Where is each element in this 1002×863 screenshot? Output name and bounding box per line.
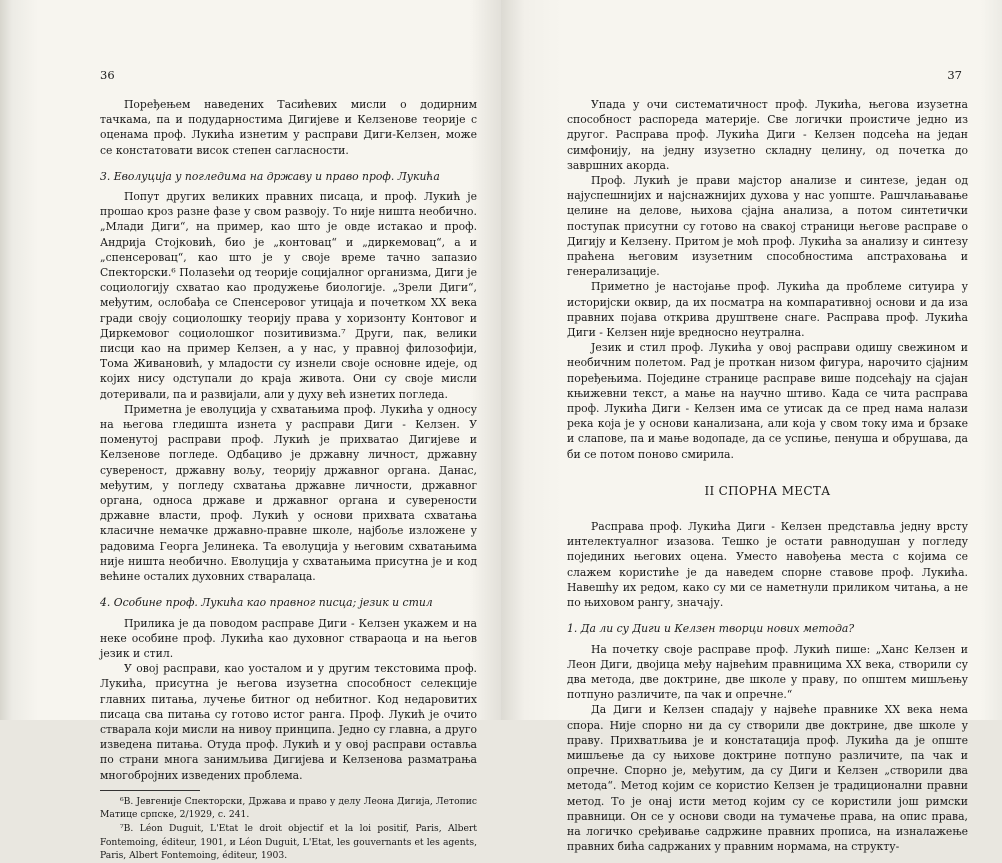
section-heading: 4. Особине проф. Лукића као правног писца; језик и стил [100,596,433,610]
section-heading: 3. Еволуција у погледима на државу и право проф. Лукића [100,169,440,183]
paragraph: Попут других великих правних писаца, и проф. Лукић је прошао кроз разне фазе у свом развоју. То није ништа необично. „Млади Диги“, на пример, као што је овде истакао и проф. Андрија Стојковић, био је „контовац“ и „диркемовац“, а и „спенсеровац“, као што је у своје време тачно запазио Спекторски.⁶ Полазећи од теорије социјалног организма, Диги је социологију схватао као продужење биологије. „Зрели Диги“, међутим, ослобађа се Спенсеровог утицаја и почетком XX века гради своју социолошку теорију права у хоризонту Контовог и Диркемовог социолошког позитивизма.⁷ Други, пак, велики писци као на пример Келзен, а у нас, у правној филозофији, Тома Живановић, у младости су изнели своје основне идеје, од којих нису одступали до краја живота. Они су своје мисли дотеривали, па и развијали, али у духу већ изнетих погледа. [100,190,477,401]
footnotes [100,795,477,863]
paragraph: Приметна је еволуција у схватањима проф. Лукића у односу на његова гледишта изнета у расправи Диги - Келзен. У поменутој расправи проф. Лукић је прихватао Дигијеве и Келзенове погледе. Одбациво је државну личност, државну сувереност, државну вољу, теорију државног органа. Данас, међутим, у погледу схватања државне личности, државног органа, односа државе и државног органа и суверености државне власти, проф. Лукић у основи прихвата схватања класичне немачке државно-правне школе, најбоље изложене у радовима Георга Јелинека. Та еволуција у његовим схватањима није ништа необично. Еволуција у схватањима присутна је и код већине осталих духовних стваралаца. [100,402,477,584]
paragraph: Приметно је настојање проф. Лукића да проблеме ситуира у историјски оквир, да их посматра на компаративној основи и да иза правних појава открива друштвене снаге. Расправа проф. Лукића Диги - Келзен није вредносно неутрална. [567,280,968,340]
left-page [0,0,501,862]
paragraph: Расправа проф. Лукића Диги - Келзен представља једну врсту интелектуалног изазова. Тешко је остати равнодушан у погледу појединих његових оцена. Уместо навођења места с којима се слажем користиће је да наведем спорне ставове проф. Лукића. Навешћу их редом, како су ми се наметнули приликом читања, а не по њиховом рангу, значају. [567,520,968,610]
paragraph: Проф. Лукић је прави мајстор анализе и синтезе, један од најуспешнијих и најснажнијих духова у нас уопште. Рашчлањавање целине на делове, њихова сјајна анализа, а потом синтетички поступак присутни су готово на свакој страници његове расправе о Дигију и Келзену. Притом је моћ проф. Лукића за анализу и синтезу праћена његовим изузетним способностима апстраховања и генерализације. [567,174,968,279]
paragraph: Прилика је да поводом расправе Диги - Келзен укажем и на неке особине проф. Лукића као духовног ствараоца и на његов језик и стил. [100,616,477,660]
footnote-rule [100,790,200,791]
page-body [100,97,477,783]
page-body [567,97,968,854]
paragraph: Упада у очи систематичност проф. Лукића, његова изузетна способност распореда материје. Све логички проистиче једно из другог. Расправа проф. Лукића Диги - Келзен подсећа на један симфонију, на једну изузетно складну целину, од почетка до завршних акорда. [567,98,968,172]
paragraph: Да Диги и Келзен спадају у највеће правнике XX века нема спора. Није спорно ни да су створили две доктрине, две школе у праву. Прихватљива је и констатација проф. Лукића да је опште мишљење да су њихове доктрине потпуно различите, па чак и опречне. Спорно је, међутим, да су Диги и Келзен „створили два метода“. Метод којим се користио Келзен је традиционални правни метод. То је онај исти метод којим су се користили још римски правници. Он се у основи своди на тумачење права, на опис права, на логичко сређивање садржине правних прописа, на изналажење правних бића садржаних у правним нормама, на структу- [567,703,968,854]
page-number: 37 [947,68,962,82]
chapter-heading: II СПОРНА МЕСТА [704,483,831,498]
section-heading: 1. Да ли су Диги и Келзен творци нових метода? [567,622,855,636]
paragraph: Поређењем наведених Тасићевих мисли о додирним тачкама, па и подударностима Дигијеве и Келзенове теорије с оценама проф. Лукића изнетим у расправи Диги-Келзен, може се констатовати висок степен сагласности. [100,98,477,157]
paragraph: Језик и стил проф. Лукића у овој расправи одишу свежином и необичним полетом. Рад је проткан низом фигура, нарочито сјајним поређењима. Поједине странице расправе више подсећају на сјајан књижевни текст, а мање на научно штиво. Када се чита расправа проф. Лукића Диги - Келзен има се утисак да се пред нама налази река која је у основи канализана, али која у свом току има и брзаке и слапове, па и мање водопаде, да се успиње, пенуша и обрушава, да би се потом поново смирила. [567,341,968,461]
footnote: ⁷В. Léon Duguit, L'Etat le droit objectif et la loi positif, Paris, Albert Fontemoing, éditeur, 1901, и Léon Duguit, L'Etat, les gouvernants et les agents, Paris, Albert Fontemoing, éditeur, 1903. [100,822,477,862]
page-number: 36 [100,68,115,82]
paragraph: На почетку своје расправе проф. Лукић пише: „Ханс Келзен и Леон Диги, двојица међу највећим правницима XX века, створили су два метода, две доктрине, две школе у праву, по општем мишљењу потпуно различите, па чак и опречне.“ [567,642,968,702]
paragraph: У овој расправи, као уосталом и у другим текстовима проф. Лукића, присутна је његова изузетна способност селекције главних питања, лучење битног од небитног. Код недаровитих писаца сва питања су готово истог ранга. Проф. Лукић је очито стварала који мисли на нивоу принципа. Једно су главна, а друго изведена питања. Отуда проф. Лукић и у овој расправи оставља по страни многа занимљива Дигијева и Келзенова разматрања многобројних изведених проблема. [100,662,477,782]
footnote: ⁶В. Јевгеније Спекторски, Држава и право у делу Леона Дигија, Летопис Матице српске, 2/1929, с. 241. [100,795,477,821]
right-page [501,0,1002,854]
